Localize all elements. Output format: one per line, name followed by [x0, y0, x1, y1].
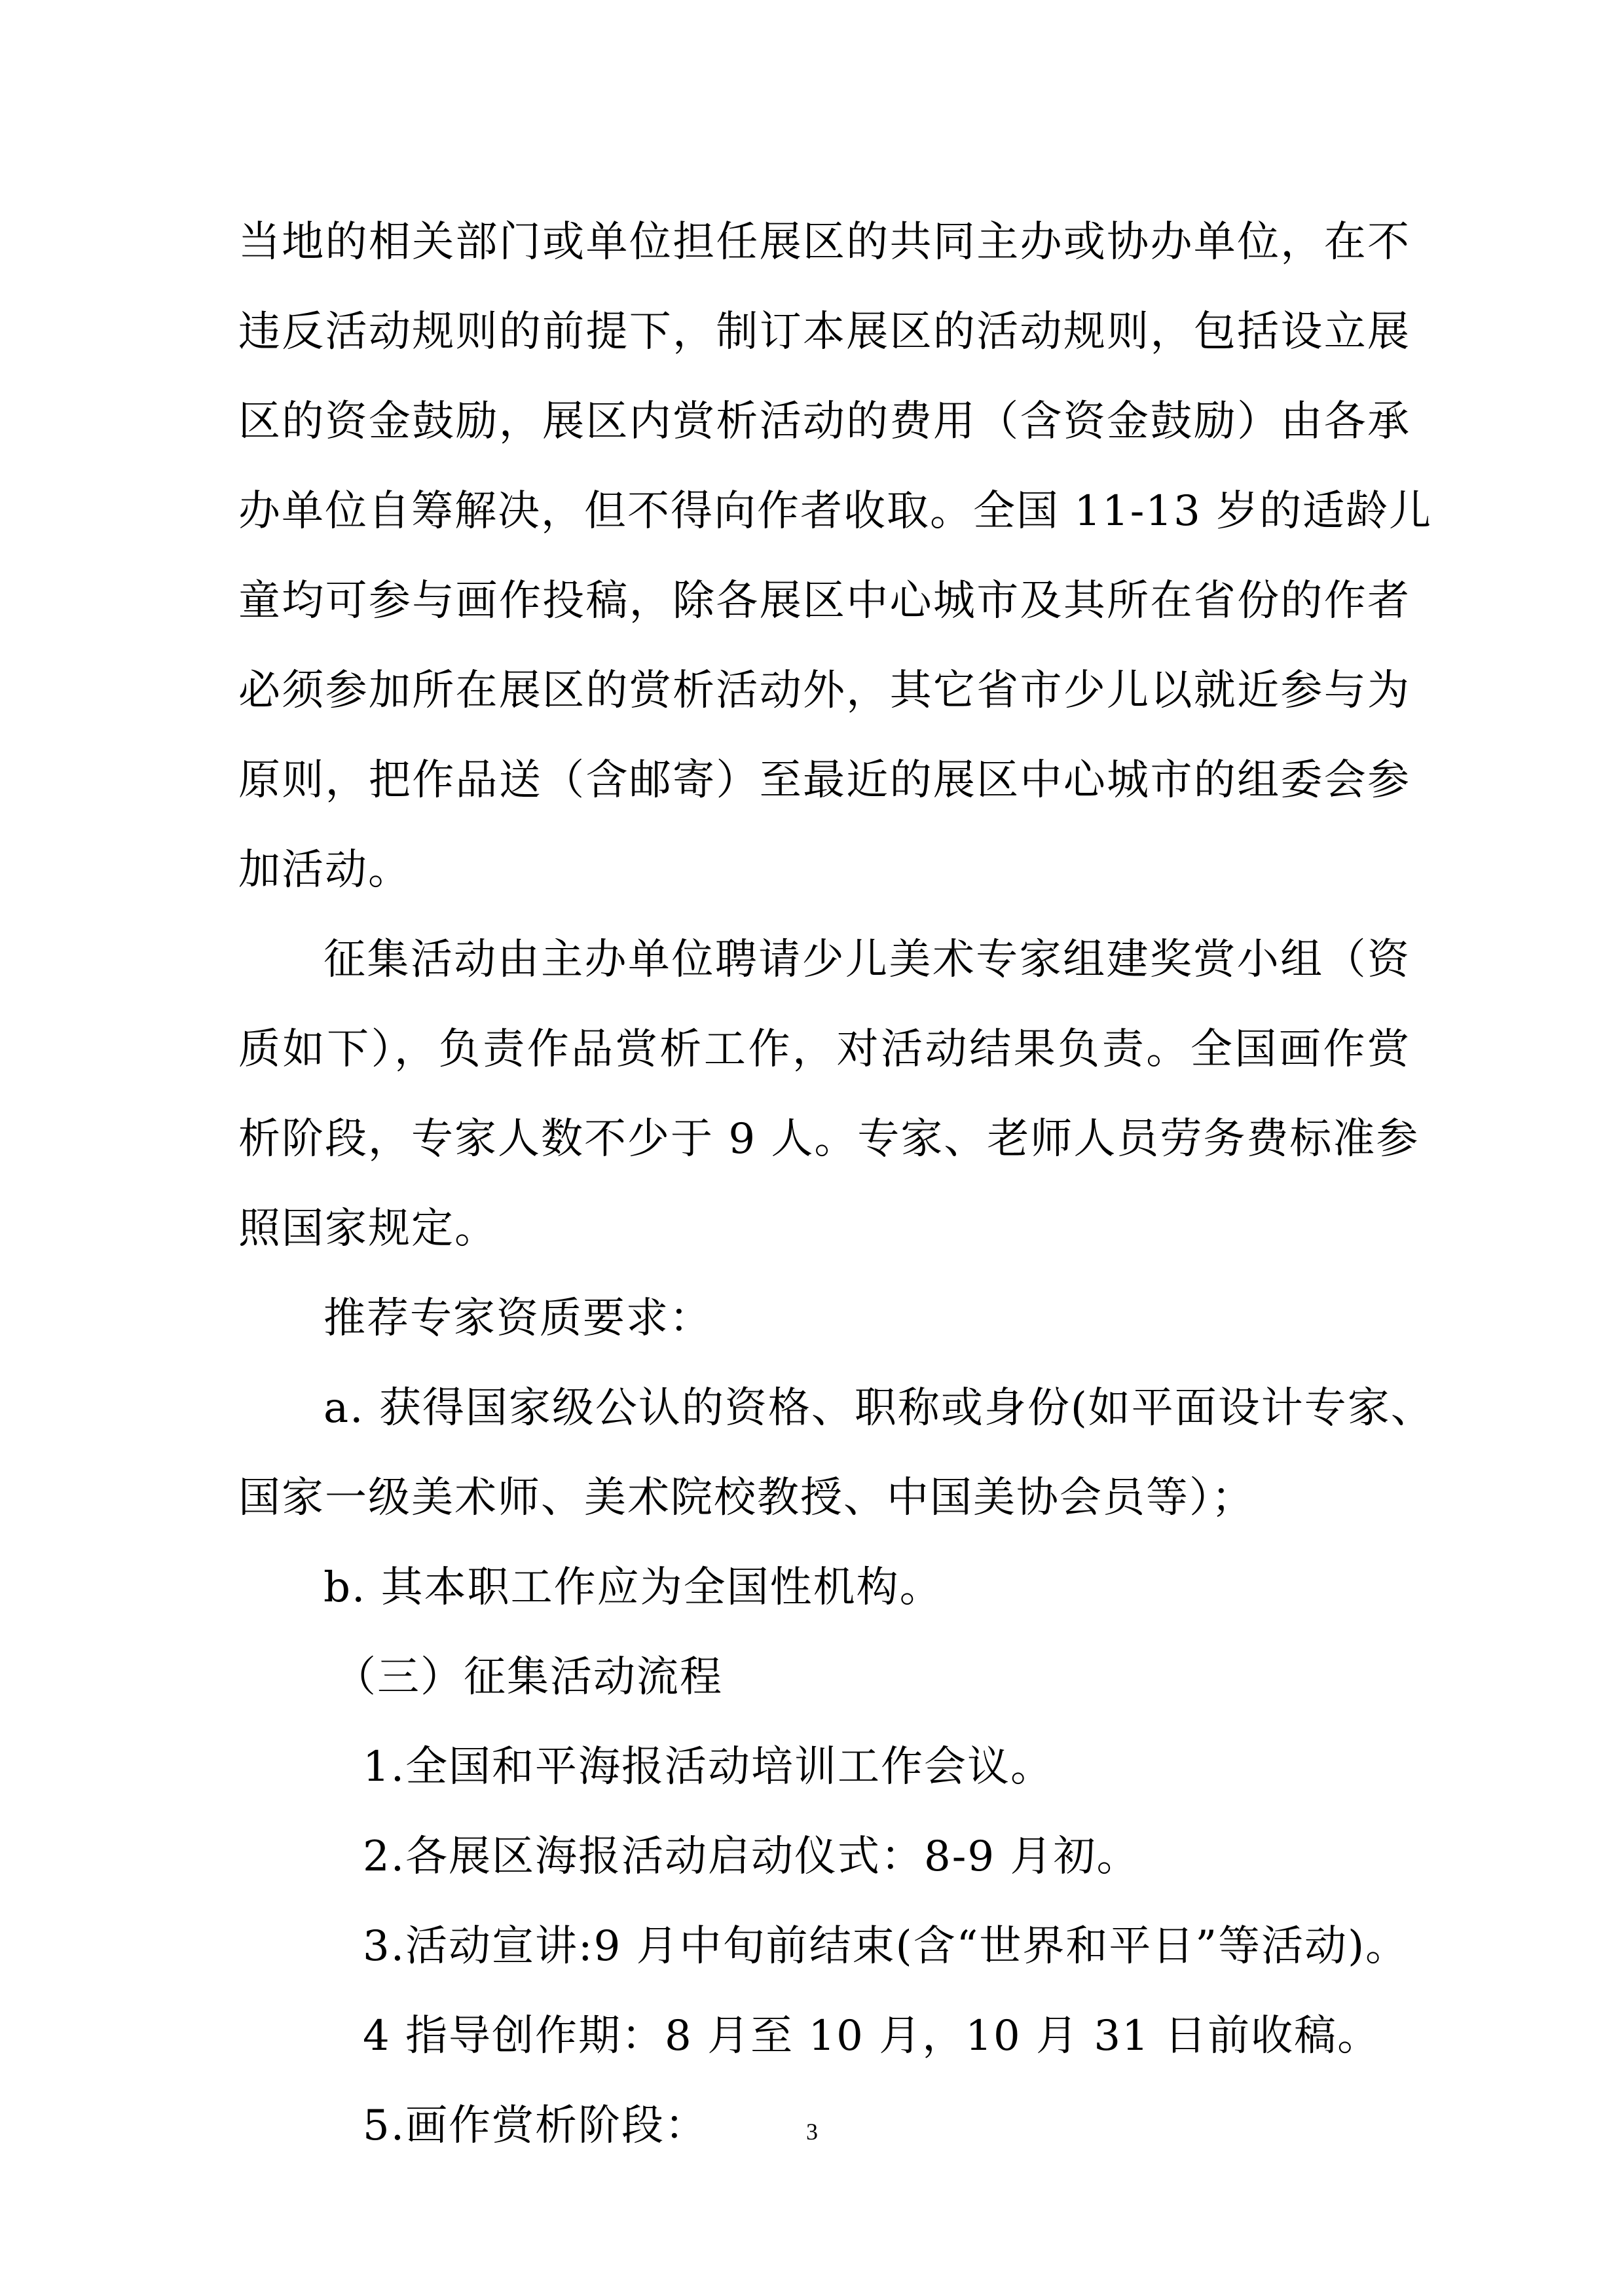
expert-requirements-heading: 推荐专家资质要求：: [323, 1294, 712, 1343]
requirement-a-line-1: a. 获得国家级公认的资格、职称或身份(如平面设计专家、: [323, 1384, 1434, 1432]
paragraph-2-line-3: 析阶段，专家人数不少于 9 人。专家、老师人员劳务费标准参: [238, 1115, 1420, 1163]
paragraph-1-line-2: 违反活动规则的前提下，制订本展区的活动规则，包括设立展: [238, 308, 1411, 356]
section-3-heading: （三）征集活动流程: [334, 1653, 723, 1702]
paragraph-2-line-1: 征集活动由主办单位聘请少儿美术专家组建奖赏小组（资: [323, 936, 1411, 984]
process-step-5: 5.画作赏析阶段：: [363, 2102, 709, 2150]
requirement-b: b. 其本职工作应为全国性机构。: [323, 1563, 943, 1612]
paragraph-1-line-7: 原则，把作品送（含邮寄）至最近的展区中心城市的组委会参: [238, 756, 1411, 805]
paragraph-2-line-2: 质如下），负责作品赏析工作，对活动结果负责。全国画作赏: [238, 1025, 1411, 1074]
paragraph-1-line-6: 必须参加所在展区的赏析活动外，其它省市少儿以就近参与为: [238, 666, 1411, 715]
process-step-2: 2.各展区海报活动启动仪式：8-9 月初。: [363, 1832, 1140, 1881]
paragraph-1-line-8: 加活动。: [238, 846, 411, 894]
paragraph-1-line-1: 当地的相关部门或单位担任展区的共同主办或协办单位，在不: [238, 218, 1411, 266]
page-number: 3: [806, 2119, 818, 2145]
process-step-4: 4 指导创作期：8 月至 10 月，10 月 31 日前收稿。: [363, 2012, 1381, 2060]
process-step-3: 3.活动宣讲:9 月中旬前结束(含“世界和平日”等活动)。: [363, 1922, 1409, 1971]
paragraph-1-line-5: 童均可参与画作投稿，除各展区中心城市及其所在省份的作者: [238, 577, 1411, 625]
paragraph-1-line-4: 办单位自筹解决，但不得向作者收取。全国 11-13 岁的适龄儿: [238, 487, 1433, 536]
paragraph-2-line-4: 照国家规定。: [238, 1205, 498, 1253]
process-step-1: 1.全国和平海报活动培训工作会议。: [363, 1743, 1054, 1791]
paragraph-1-line-3: 区的资金鼓励，展区内赏析活动的费用（含资金鼓励）由各承: [238, 397, 1411, 446]
requirement-a-line-2: 国家一级美术师、美术院校教授、中国美协会员等）；: [238, 1474, 1255, 1522]
